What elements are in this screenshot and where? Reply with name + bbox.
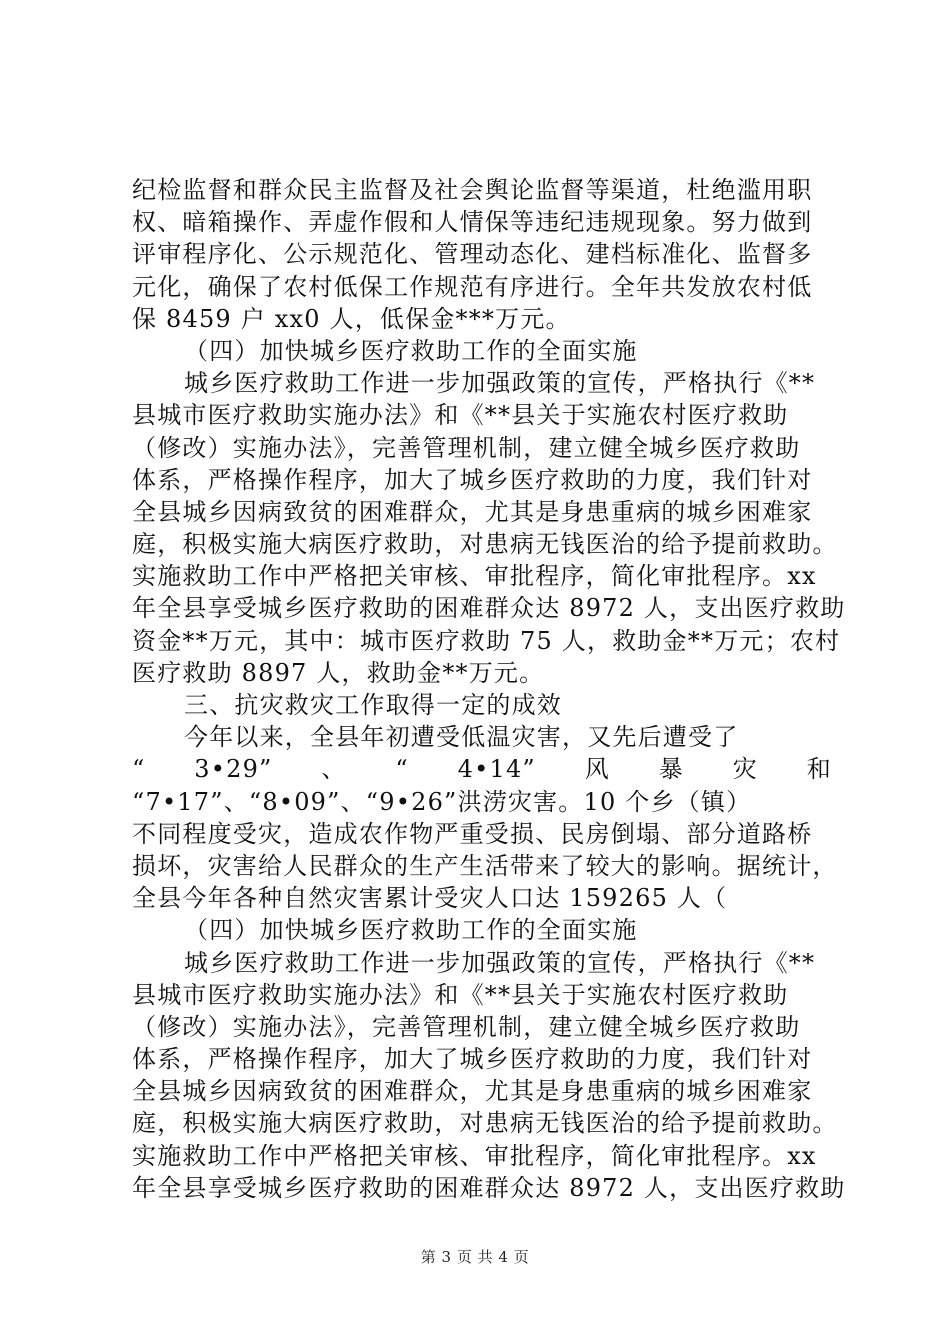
text-line: 全县今年各种自然灾害累计受灾人口达 159265 人（ — [132, 884, 728, 913]
body-text — [132, 174, 846, 1204]
text-line: 资金**万元，其中：城市医疗救助 75 人，救助金**万元；农村 — [132, 626, 841, 655]
text-line: 评审程序化、公示规范化、管理动态化、建档标准化、监督多 — [132, 240, 813, 269]
text-line: 庭，积极实施大病医疗救助，对患病无钱医治的给予提前救助。 — [132, 1109, 838, 1138]
text-line: 不同程度受灾，造成农作物严重受损、民房倒塌、部分道路桥 — [132, 819, 813, 848]
text-line: 年全县享受城乡医疗救助的困难群众达 8972 人，支出医疗救助 — [132, 1173, 846, 1202]
page-footer — [0, 1246, 950, 1267]
section-heading: （四）加快城乡医疗救助工作的全面实施 — [184, 336, 638, 365]
text-line: 县城市医疗救助实施办法》和《**县关于实施农村医疗救助 — [132, 401, 789, 430]
text-line: 今年以来，全县年初遭受低温灾害，又先后遭受了 — [184, 723, 739, 752]
text-line: 县城市医疗救助实施办法》和《**县关于实施农村医疗救助 — [132, 980, 789, 1009]
section-heading: 三、抗灾救灾工作取得一定的成效 — [184, 691, 562, 719]
text-line: 医疗救助 8897 人，救助金**万元。 — [132, 658, 545, 687]
spread-token: 暴 — [658, 755, 684, 784]
text-line: 城乡医疗救助工作进一步加强政策的宣传，严格执行《** — [184, 948, 816, 977]
text-line: 损坏，灾害给人民群众的生产生活带来了较大的影响。据统计， — [132, 851, 838, 880]
text-line: 体系，严格操作程序，加大了城乡医疗救助的力度，我们针对 — [132, 465, 813, 494]
text-line: “7•17”、“8•09”、“9•26”洪涝灾害。10 个乡（镇） — [132, 787, 752, 816]
spread-token: “ — [132, 755, 146, 784]
spread-token: 4•14” — [457, 755, 536, 784]
text-line: 年全县享受城乡医疗救助的困难群众达 8972 人，支出医疗救助 — [132, 594, 846, 623]
spread-token: 灾 — [732, 755, 758, 784]
text-line: 实施救助工作中严格把关审核、审批程序，简化审批程序。xx — [132, 562, 817, 591]
text-line: 城乡医疗救助工作进一步加强政策的宣传，严格执行《** — [184, 369, 816, 398]
text-line: 体系，严格操作程序，加大了城乡医疗救助的力度，我们针对 — [132, 1045, 813, 1074]
spread-token: 和 — [806, 755, 832, 784]
text-line: 全县城乡因病致贫的困难群众，尤其是身患重病的城乡困难家 — [132, 1077, 813, 1106]
text-line: 实施救助工作中严格把关审核、审批程序，简化审批程序。xx — [132, 1141, 817, 1170]
text-line: 全县城乡因病致贫的困难群众，尤其是身患重病的城乡困难家 — [132, 497, 813, 526]
page-number-label: 第 3 页 共 4 页 — [420, 1248, 530, 1266]
spread-line — [132, 753, 832, 785]
text-line: 纪检监督和群众民主监督及社会舆论监督等渠道，杜绝滥用职 — [132, 176, 813, 204]
text-line: 元化，确保了农村低保工作规范有序进行。全年共发放农村低 — [132, 272, 813, 301]
spread-token: 风 — [584, 755, 610, 784]
text-line: 保 8459 户 xx0 人，低保金***万元。 — [132, 304, 571, 333]
spread-token: “ — [395, 755, 409, 784]
spread-token: 3•29” — [194, 755, 273, 784]
section-heading: （四）加快城乡医疗救助工作的全面实施 — [184, 916, 638, 945]
text-line: （修改）实施办法》，完善管理机制，建立健全城乡医疗救助 — [132, 433, 801, 462]
text-line: （修改）实施办法》，完善管理机制，建立健全城乡医疗救助 — [132, 1012, 801, 1041]
spread-token: 、 — [321, 755, 347, 784]
text-line: 权、暗箱操作、弄虚作假和人情保等违纪违规现象。努力做到 — [132, 208, 813, 237]
text-line: 庭，积极实施大病医疗救助，对患病无钱医治的给予提前救助。 — [132, 530, 838, 559]
